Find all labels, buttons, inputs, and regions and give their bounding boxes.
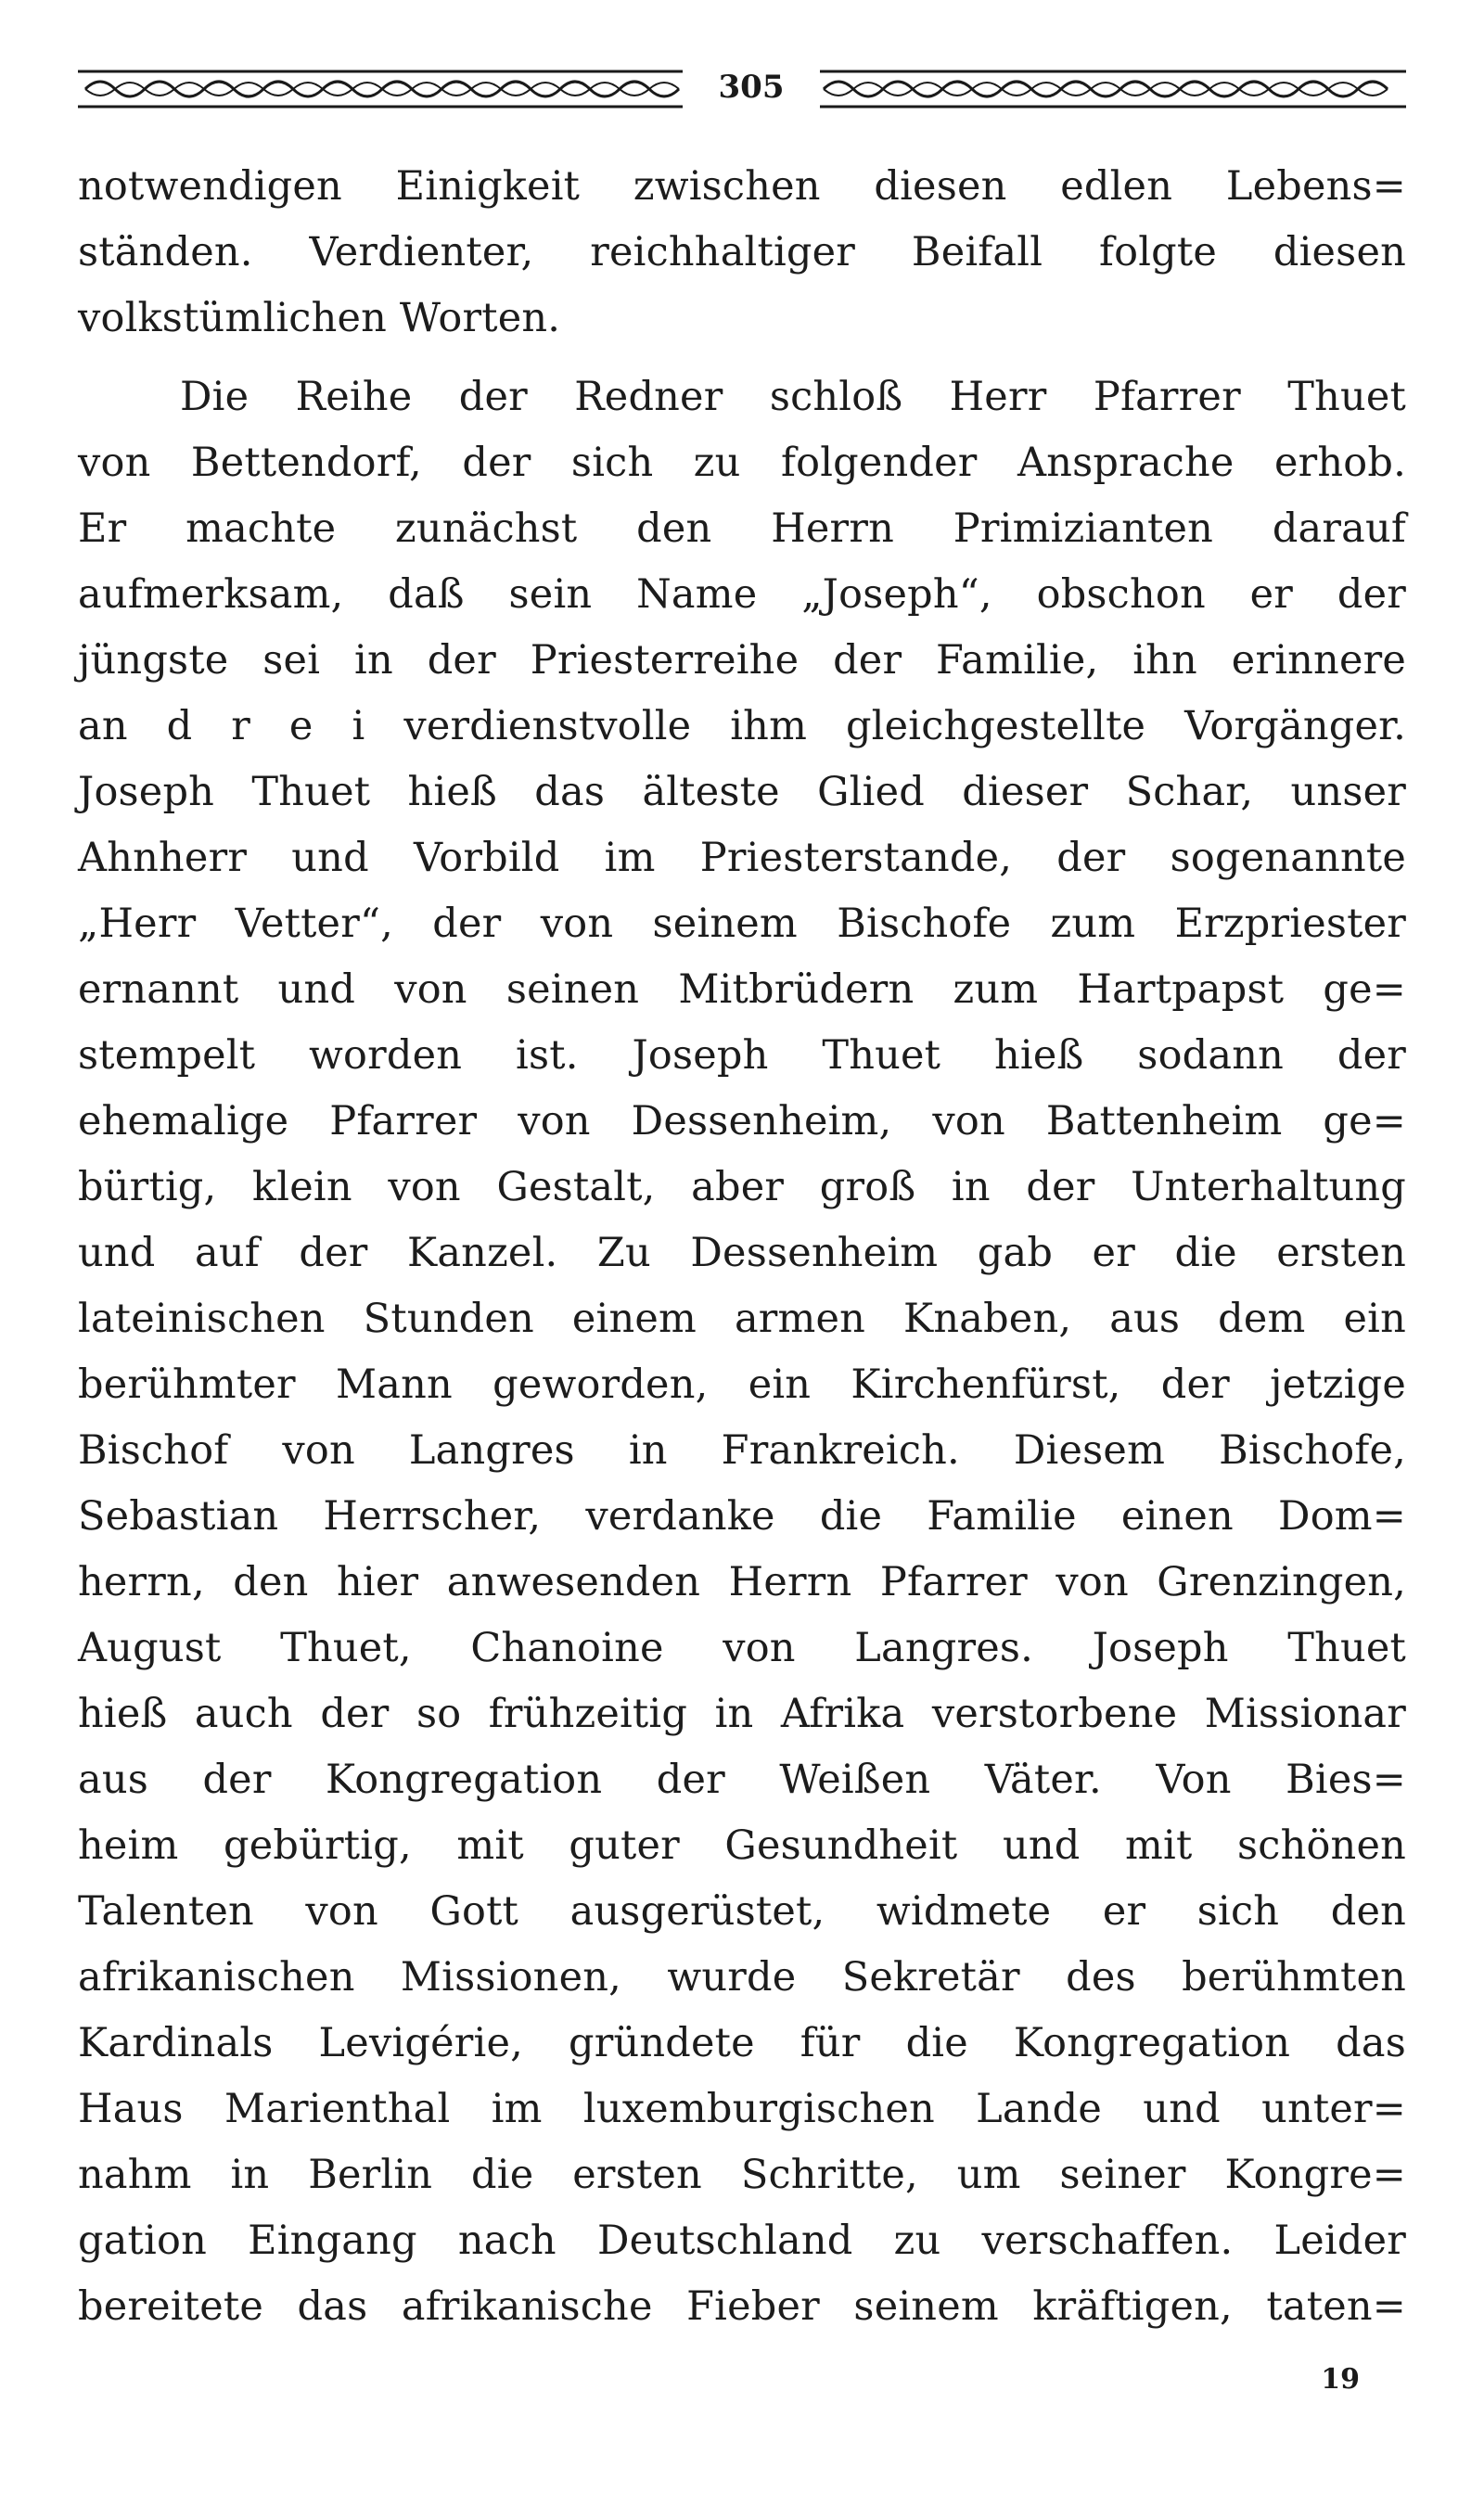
text-line: stempelt worden ist. Joseph Thuet hieß sodann der (78, 1032, 1406, 1079)
text-line: nahm in Berlin die ersten Schritte, um seiner Kongre= (78, 2152, 1406, 2198)
text-line: herrn, den hier anwesenden Herrn Pfarrer von Grenzingen, (78, 1559, 1406, 1605)
text-line: Bischof von Langres in Frankreich. Diesem Bischofe, (78, 1427, 1406, 1474)
decorative-border-left (78, 69, 683, 109)
paragraph (78, 154, 1406, 352)
text-line: aus der Kongregation der Weißen Väter. Von Bies= (78, 1757, 1406, 1803)
text-line: berühmter Mann geworden, ein Kirchenfürst, der jetzige (78, 1362, 1406, 1408)
text-line: und auf der Kanzel. Zu Dessenheim gab er die ersten (78, 1230, 1406, 1276)
text-line: Er machte zunächst den Herrn Primizianten darauf (78, 505, 1406, 552)
text-line: gation Eingang nach Deutschland zu verschaffen. Leider (78, 2218, 1406, 2264)
text-line: notwendigen Einigkeit zwischen diesen edlen Lebens= (78, 163, 1406, 210)
text-line: hieß auch der so frühzeitig in Afrika verstorbene Missionar (78, 1691, 1406, 1737)
text-line: aufmerksam, daß sein Name „Joseph“, obschon er der (78, 571, 1406, 618)
paragraph (78, 364, 1406, 2340)
text-line: ehemalige Pfarrer von Dessenheim, von Battenheim ge= (78, 1098, 1406, 1144)
paragraph-gap (78, 352, 1406, 364)
text-line: Kardinals Levigérie, gründete für die Kongregation das (78, 2020, 1406, 2066)
text-line: Talenten von Gott ausgerüstet, widmete er sich den (78, 1888, 1406, 1935)
text-line: heim gebürtig, mit guter Gesundheit und mit schönen (78, 1822, 1406, 1869)
text-line: ernannt und von seinen Mitbrüdern zum Hartpapst ge= (78, 966, 1406, 1013)
text-line: „Herr Vetter“, der von seinem Bischofe zum Erzpriester (78, 901, 1406, 947)
text-line: volkstümlichen Worten. (78, 295, 561, 341)
decorative-border-right (820, 69, 1406, 109)
text-line: an d r e i verdienstvolle ihm gleichgestellte Vorgänger. (78, 703, 1406, 749)
text-line: lateinischen Stunden einem armen Knaben, aus dem ein (78, 1296, 1406, 1342)
page-number: 305 (718, 69, 785, 106)
text-line: Ahnherr und Vorbild im Priesterstande, der sogenannte (78, 835, 1406, 881)
text-line: Haus Marienthal im luxemburgischen Lande und unter= (78, 2086, 1406, 2132)
text-line: jüngste sei in der Priesterreihe der Familie, ihn erinnere (78, 637, 1406, 684)
text-line: August Thuet, Chanoine von Langres. Joseph Thuet (78, 1625, 1406, 1671)
signature-mark: 19 (1321, 2363, 1360, 2396)
body-text (78, 154, 1406, 2340)
page-header (78, 59, 1406, 115)
text-line: Die Reihe der Redner schloß Herr Pfarrer Thuet (180, 374, 1406, 420)
text-line: bürtig, klein von Gestalt, aber groß in der Unterhaltung (78, 1164, 1406, 1210)
text-line: bereitete das afrikanische Fieber seinem kräftigen, taten= (78, 2283, 1406, 2330)
text-line: ständen. Verdienter, reichhaltiger Beifall folgte diesen (78, 229, 1406, 275)
text-line: Joseph Thuet hieß das älteste Glied dieser Schar, unser (78, 769, 1406, 815)
text-line: afrikanischen Missionen, wurde Sekretär des berühmten (78, 1954, 1406, 2001)
text-line: von Bettendorf, der sich zu folgender Ansprache erhob. (78, 440, 1406, 486)
text-line: Sebastian Herrscher, verdanke die Familie einen Dom= (78, 1493, 1406, 1540)
